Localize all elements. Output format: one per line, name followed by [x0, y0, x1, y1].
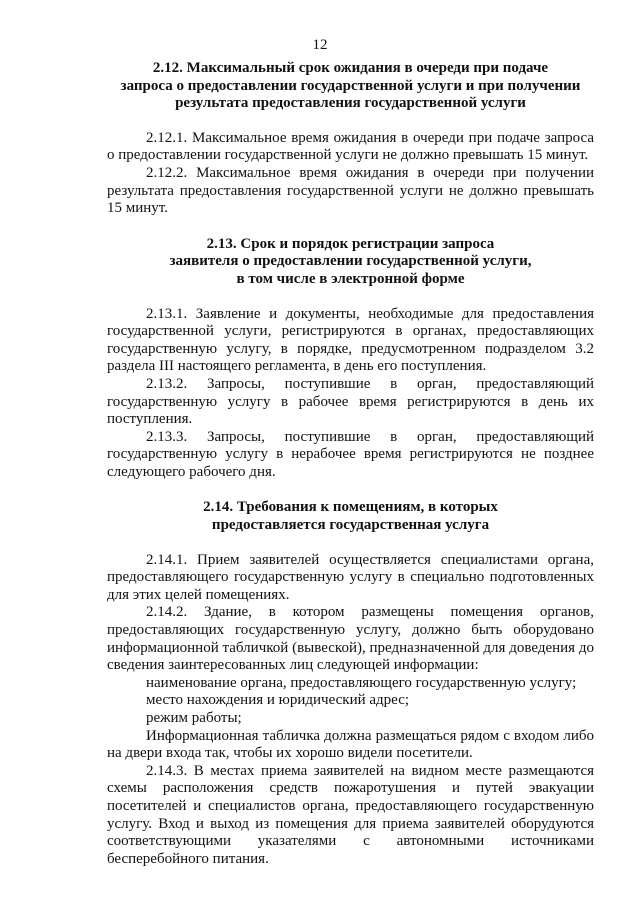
- paragraph-2-12-1: 2.12.1. Максимальное время ожидания в очереди при подаче запроса о предоставлении государственной услуги не должно превышать 15 минут.: [107, 129, 594, 164]
- heading-line: 2.12. Максимальный срок ожидания в очереди при подаче: [152, 60, 549, 76]
- list-item-schedule: режим работы;: [146, 710, 242, 726]
- heading-line: 2.13. Срок и порядок регистрации запроса: [206, 235, 495, 252]
- list-item-address: место нахождения и юридический адрес;: [146, 692, 410, 709]
- heading-line: в том числе в электронной форме: [236, 270, 465, 287]
- paragraph-2-13-2: 2.13.2. Запросы, поступившие в орган, предоставляющий государственную услугу в рабочее время регистрируются в день их поступления.: [107, 375, 594, 428]
- list-item-organ-name: наименование органа, предоставляющего государственную услугу;: [146, 674, 577, 691]
- heading-line: заявителя о предоставлении государственной услуги,: [169, 253, 532, 270]
- paragraph-2-13-1: 2.13.1. Заявление и документы, необходимые для предоставления государственной услуги, регистрируются в органах, предоставляющих государственную услугу, в порядке, предусмотренном подразделом 3.2 раздела III настоящего регламента, в день его поступления.: [107, 305, 594, 375]
- paragraph-2-14-2: 2.14.2. Здание, в котором размещены помещения органов, предоставляющих государственную услугу, должно быть оборудовано информационной табличкой (вывеской), предназначенной для доведения до сведения заинтересованных лиц следующей информации:: [107, 604, 594, 674]
- page-number: 12: [312, 37, 328, 53]
- section-heading-2-14: [107, 499, 594, 534]
- paragraph-2-12-2: 2.12.2. Максимальное время ожидания в очереди при получении результата предоставления государственной услуги не должно превышать 15 минут.: [107, 164, 594, 217]
- paragraph-info-plate: Информационная табличка должна размещаться рядом с входом либо на двери входа так, чтобы их хорошо видели посетители.: [107, 727, 594, 762]
- paragraph-2-14-1: 2.14.1. Прием заявителей осуществляется специалистами органа, предоставляющего государственную услугу в специально подготовленных для этих целей помещениях.: [107, 551, 594, 603]
- heading-line: результата предоставления государственной услуги: [175, 95, 526, 112]
- paragraph-2-13-3: 2.13.3. Запросы, поступившие в орган, предоставляющий государственную услугу в нерабочее время регистрируются не позднее следующего рабочего дня.: [107, 428, 594, 480]
- heading-line: запроса о предоставлении государственной услуги и при получении: [120, 77, 581, 94]
- paragraph-2-14-3: 2.14.3. В местах приема заявителей на видном месте размещаются схемы расположения средств пожаротушения и путей эвакуации посетителей и специалистов органа, предоставляющего государственную услугу. Вход и выход из помещения для приема заявителей оборудуются соответствующими указателями с автономными источниками бесперебойного питания.: [107, 762, 594, 867]
- section-heading-2-13: [107, 236, 594, 289]
- heading-line: предоставляется государственная услуга: [211, 517, 490, 534]
- document-body: [107, 60, 594, 868]
- section-heading-2-12: [107, 60, 594, 113]
- heading-line: 2.14. Требования к помещениям, в которых: [203, 499, 498, 516]
